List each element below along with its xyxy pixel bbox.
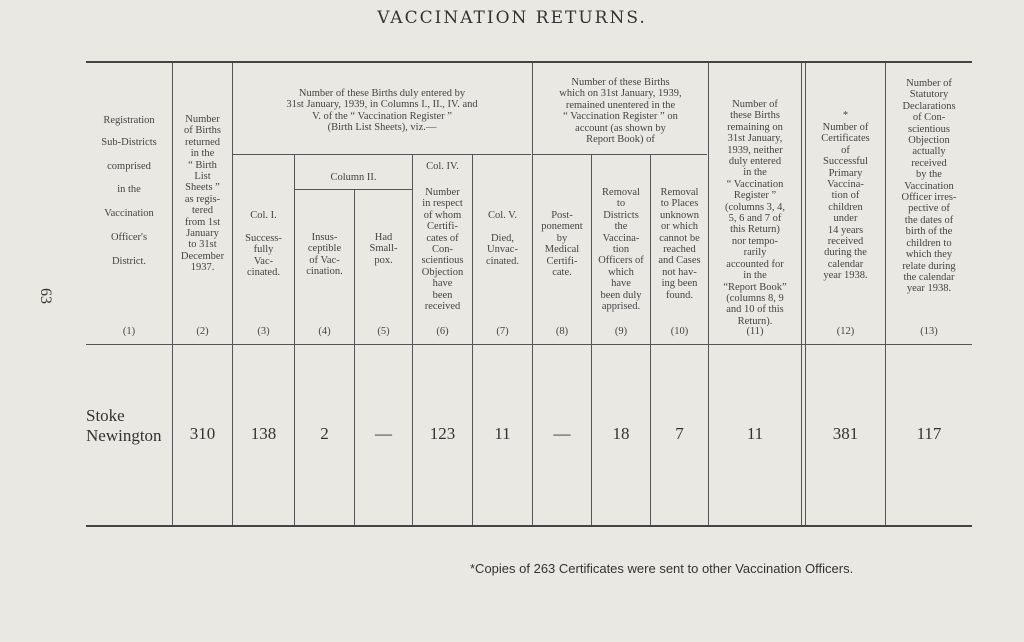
column-number: (13) — [920, 326, 938, 337]
header-col6: Number in respect of whom Certifi- cates of Con- scientious Objection have been received — [421, 187, 464, 313]
header-col12: Number of Certificates of Successful Primary Vaccina- tion of children under 14 years received during the calendar year 1938. — [821, 122, 870, 282]
footnote: *Copies of 263 Certificates were sent to other Vaccination Officers. — [470, 561, 854, 576]
table-cell: 11 — [746, 424, 764, 443]
table-cell: 310 — [189, 424, 216, 443]
column-number: (12) — [836, 326, 855, 337]
header-col10: Removal to Places unknown or which cannot be reached and Cases not hav- ing been found. — [658, 187, 701, 301]
column-number: (5) — [377, 326, 390, 337]
header-col4: Insus- ceptible of Vac- cination. — [306, 232, 343, 278]
header-col1-line: comprised — [107, 161, 151, 172]
header-column2-group: Column II. — [330, 172, 377, 183]
header-col1-line: in the — [117, 184, 141, 195]
table-bottom-rule — [86, 525, 972, 527]
table-cell: 11 — [494, 424, 511, 443]
header-col6-title: Col. IV. — [426, 161, 459, 172]
page-title: VACCINATION RETURNS. — [377, 8, 647, 28]
column-number: (10) — [670, 326, 689, 337]
table-cell: 18 — [612, 424, 630, 443]
table-cell: — — [375, 424, 392, 443]
table-cell: 123 — [429, 424, 456, 443]
column-number: (1) — [122, 326, 136, 337]
table-cell: 117 — [916, 424, 942, 443]
header-col1-line: Officer's — [110, 232, 148, 243]
table-cell: 7 — [675, 424, 684, 443]
table-cell: 138 — [250, 424, 277, 443]
column-number: (6) — [436, 326, 449, 337]
col-divider — [801, 63, 802, 525]
header-col12-star: * — [842, 110, 849, 121]
column-number: (7) — [496, 326, 509, 337]
header-col8: Post- ponement by Medical Certifi- cate. — [541, 210, 583, 279]
header-col1-line: District. — [111, 256, 147, 267]
district-name: Stoke Newington — [86, 406, 162, 445]
header-group1: Number of these Births duly entered by 31st January, 1939, in Columns I., II., IV. and V. of the “ Vaccination Register ” (Birth List Sheets), viz.— — [286, 88, 478, 134]
group2-rule — [533, 154, 707, 155]
col-divider — [294, 155, 295, 525]
column-number: (11) — [746, 326, 764, 337]
table-cell: 2 — [320, 424, 329, 443]
page-number: 63 — [37, 288, 54, 304]
header-col7: Col. V. Died, Unvac- cinated. — [486, 210, 519, 267]
header-group2: Number of these Births which on 31st January, 1939, remained unentered in the “ Vaccination Register ” on account (as shown by Report Book) of — [559, 77, 682, 146]
header-col13: Number of Statutory Declarations of Con- scientious Objection actually received by the Vaccination Officer irres- pective of the dates of birth of the children to which they relate during the calendar year 1938. — [901, 78, 957, 295]
table-cell: 381 — [832, 424, 859, 443]
column-number: (9) — [614, 326, 628, 337]
header-col1-line: Sub-Districts — [101, 137, 157, 148]
header-col2: Number of Births returned in the “ Birth List Sheets ” as regis- tered from 1st January to 31st December 1937. — [180, 114, 225, 274]
column-number: (4) — [318, 326, 331, 337]
column-number: (8) — [555, 326, 569, 337]
header-col5: Had Small- pox. — [369, 232, 398, 266]
header-col1-line: Vaccination — [104, 208, 154, 219]
table-top-rule — [86, 61, 972, 63]
group1-rule — [233, 154, 531, 155]
header-col11: Number of these Births remaining on 31st January, 1939, neither duly entered in the “ Vaccination Register ” (columns 3, 4, 5, 6 and 7 of this Return) nor tempo- rarily accounted for in the “Report Book” (columns 8, 9 and 10 of this Return). — [723, 99, 787, 327]
column-number: (2) — [196, 326, 209, 337]
header-col1-line: Registration — [103, 115, 155, 126]
header-bottom-rule — [86, 344, 972, 345]
header-col9: Removal to Districts the Vaccina- tion Officers of which have been duly apprised. — [598, 187, 644, 313]
column-number: (3) — [257, 326, 270, 337]
table-cell: — — [553, 424, 571, 443]
header-col3: Col. I. Success- fully Vac- cinated. — [245, 210, 282, 279]
